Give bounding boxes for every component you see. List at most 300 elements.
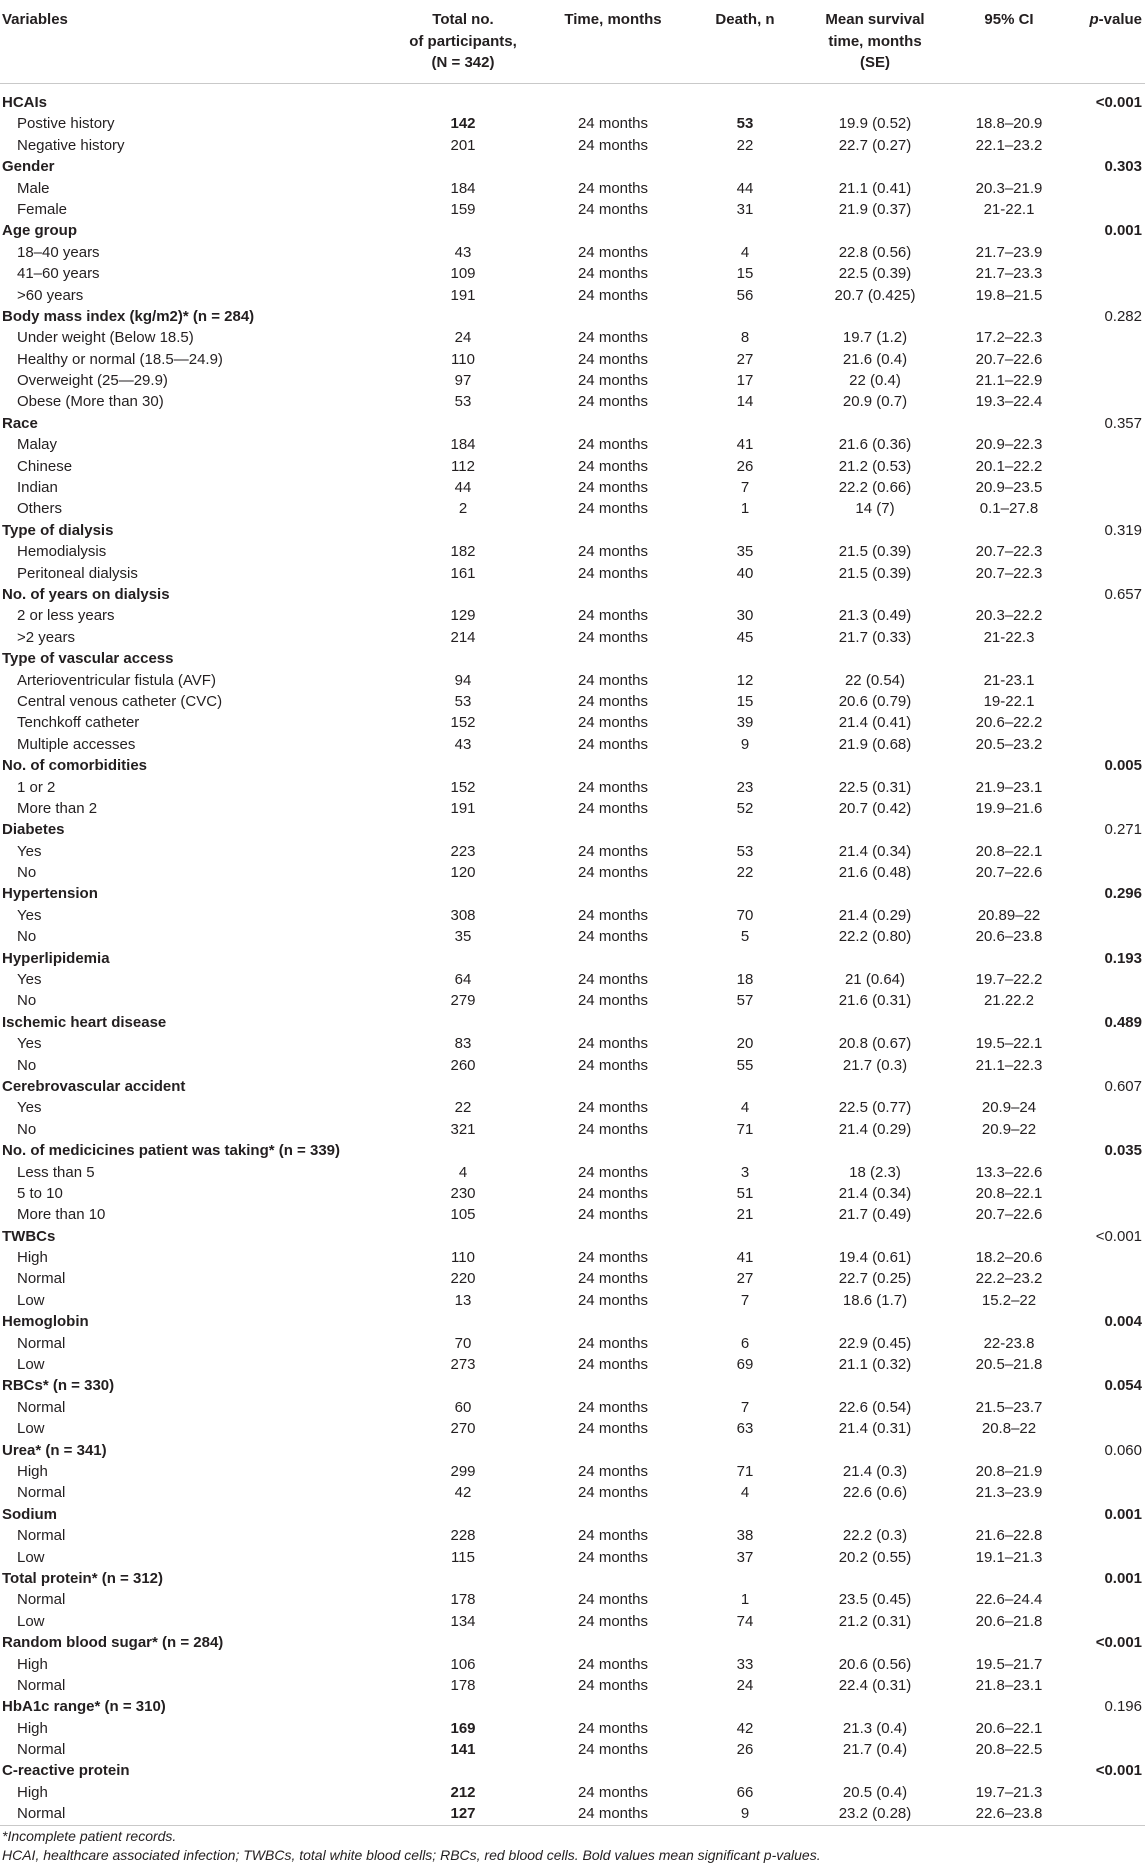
- time-cell: [531, 1632, 695, 1653]
- p-value-cell: [1063, 734, 1145, 755]
- total-cell: [395, 1226, 531, 1247]
- p-value-cell: [1063, 1803, 1145, 1824]
- header-mean-line: (SE): [860, 54, 890, 71]
- time-cell: 24 months: [577, 692, 649, 710]
- death-cell: [695, 1760, 795, 1781]
- p-value-cell: [1063, 1525, 1145, 1546]
- total-cell: 321: [450, 1120, 476, 1138]
- header-mean-survival: [795, 0, 955, 83]
- time-cell: [531, 92, 695, 113]
- table-row: [0, 327, 1145, 348]
- mean-survival-cell: 21.4 (0.29): [838, 1120, 912, 1138]
- total-cell: [395, 156, 531, 177]
- time-cell: 24 months: [577, 1463, 649, 1480]
- time-cell: 24 months: [577, 799, 649, 817]
- time-cell: 24 months: [577, 1270, 649, 1288]
- group-row: [0, 306, 1145, 327]
- p-value-cell: [1063, 648, 1145, 669]
- table-row: [0, 1654, 1145, 1675]
- mean-survival-cell: 21.6 (0.36): [838, 436, 912, 454]
- ci-cell: 22.1–23.2: [975, 136, 1043, 154]
- row-label: Others: [17, 500, 63, 518]
- header-variables: [0, 0, 395, 83]
- row-label: No: [17, 864, 37, 882]
- group-label: Body mass index (kg/m2)* (n = 284): [2, 307, 255, 325]
- row-label: Arterioventricular fistula (AVF): [17, 671, 216, 689]
- ci-cell: 21.3–23.9: [975, 1484, 1043, 1502]
- row-label: High: [17, 1463, 48, 1480]
- total-cell: 308: [450, 906, 476, 924]
- mean-survival-cell: [795, 1311, 955, 1332]
- mean-survival-cell: [795, 1440, 955, 1461]
- death-cell: 41: [736, 436, 754, 454]
- p-value-cell: [1063, 1418, 1145, 1439]
- table-footnotes: [0, 1825, 1145, 1865]
- ci-cell: [955, 1375, 1063, 1396]
- row-label: >60 years: [17, 286, 84, 304]
- ci-cell: 19.5–22.1: [975, 1035, 1043, 1053]
- p-value-cell: [1063, 135, 1145, 156]
- time-cell: 24 months: [577, 607, 649, 625]
- p-value-cell: [1063, 113, 1145, 134]
- row-label: No: [17, 1120, 37, 1138]
- death-cell: 1: [740, 1591, 750, 1609]
- ci-cell: 20.5–23.2: [975, 735, 1043, 753]
- mean-survival-cell: 22.5 (0.77): [838, 1099, 912, 1117]
- total-cell: 13: [454, 1291, 472, 1309]
- mean-survival-cell: 21.6 (0.48): [838, 864, 912, 882]
- p-value-cell: [1063, 285, 1145, 306]
- table-row: [0, 712, 1145, 733]
- p-value-cell: 0.005: [1104, 757, 1142, 775]
- death-cell: 41: [736, 1249, 754, 1267]
- total-cell: [395, 819, 531, 840]
- p-value-cell: [1063, 1290, 1145, 1311]
- time-cell: 24 months: [577, 671, 649, 689]
- p-value-cell: [1063, 926, 1145, 947]
- mean-survival-cell: 22 (0.4): [849, 372, 901, 390]
- time-cell: 24 months: [577, 1291, 649, 1309]
- row-label: Overweight (25—29.9): [17, 372, 168, 390]
- table-row: [0, 113, 1145, 134]
- total-cell: 44: [454, 479, 472, 497]
- row-label: No: [17, 928, 37, 946]
- table-row: [0, 370, 1145, 391]
- total-cell: 230: [450, 1184, 476, 1202]
- p-value-cell: [1063, 1055, 1145, 1076]
- p-value-cell: 0.489: [1104, 1013, 1142, 1031]
- p-value-cell: [1063, 1247, 1145, 1268]
- total-cell: 184: [450, 436, 476, 454]
- death-cell: 22: [736, 864, 754, 882]
- ci-cell: 20.9–22.3: [975, 436, 1043, 454]
- p-value-cell: [1063, 1654, 1145, 1675]
- table-row: [0, 1204, 1145, 1225]
- table-row: [0, 391, 1145, 412]
- death-cell: 71: [736, 1463, 754, 1480]
- mean-survival-cell: 22.5 (0.39): [838, 265, 912, 283]
- total-cell: [395, 92, 531, 113]
- ci-cell: [955, 1568, 1063, 1589]
- time-cell: 24 months: [577, 243, 649, 261]
- header-total: [395, 0, 531, 83]
- p-value-cell: 0.001: [1104, 222, 1142, 240]
- ci-cell: [955, 1504, 1063, 1525]
- row-label: Obese (More than 30): [17, 393, 164, 411]
- ci-cell: 20.7–22.3: [975, 543, 1043, 561]
- mean-survival-cell: 22.6 (0.6): [842, 1484, 908, 1502]
- total-cell: 109: [450, 265, 476, 283]
- p-value-cell: 0.607: [1104, 1077, 1142, 1095]
- mean-survival-cell: [795, 92, 955, 113]
- death-cell: 27: [736, 1270, 754, 1288]
- group-row: [0, 1375, 1145, 1396]
- table-row: [0, 498, 1145, 519]
- row-label: Central venous catheter (CVC): [17, 692, 223, 710]
- time-cell: 24 months: [577, 1249, 649, 1267]
- mean-survival-cell: 22.2 (0.66): [838, 479, 912, 497]
- p-value-cell: [1063, 563, 1145, 584]
- p-value-cell: [1063, 712, 1145, 733]
- time-cell: [531, 520, 695, 541]
- death-cell: [695, 648, 795, 669]
- total-cell: 178: [450, 1591, 476, 1609]
- ci-cell: [955, 92, 1063, 113]
- ci-cell: [955, 520, 1063, 541]
- p-value-cell: 0.296: [1104, 885, 1142, 903]
- table-row: [0, 1675, 1145, 1696]
- death-cell: 21: [736, 1206, 754, 1224]
- p-value-cell: [1063, 605, 1145, 626]
- row-label: Multiple accesses: [17, 735, 136, 753]
- mean-survival-cell: 21.3 (0.49): [838, 607, 912, 625]
- row-label: Low: [17, 1420, 45, 1438]
- total-cell: 97: [454, 372, 472, 390]
- mean-survival-cell: [795, 1076, 955, 1097]
- time-cell: 24 months: [577, 1548, 649, 1566]
- time-cell: 24 months: [577, 714, 649, 732]
- table-row: [0, 1055, 1145, 1076]
- group-label: Diabetes: [2, 821, 65, 839]
- death-cell: [695, 1632, 795, 1653]
- total-cell: 115: [451, 1548, 475, 1566]
- death-cell: 4: [740, 1484, 750, 1502]
- death-cell: [695, 948, 795, 969]
- header-p-rest: -value: [1098, 11, 1142, 28]
- time-cell: 24 months: [577, 350, 649, 368]
- death-cell: [695, 1140, 795, 1161]
- group-label: Age group: [2, 222, 77, 240]
- mean-survival-cell: [795, 156, 955, 177]
- mean-survival-cell: 20.8 (0.67): [838, 1035, 912, 1053]
- table-row: [0, 199, 1145, 220]
- p-value-cell: [1063, 178, 1145, 199]
- group-label: Random blood sugar* (n = 284): [2, 1634, 224, 1652]
- death-cell: [695, 306, 795, 327]
- time-cell: 24 months: [577, 1334, 649, 1352]
- total-cell: [395, 1696, 531, 1717]
- time-cell: 24 months: [577, 971, 649, 989]
- time-cell: 24 months: [577, 1163, 649, 1181]
- ci-cell: 20.3–22.2: [975, 607, 1043, 625]
- header-time: [531, 0, 695, 83]
- p-value-cell: [1063, 1333, 1145, 1354]
- time-cell: [531, 1440, 695, 1461]
- group-label: Type of dialysis: [2, 521, 114, 539]
- time-cell: 24 months: [577, 1484, 649, 1502]
- ci-cell: 20.9–22: [981, 1120, 1037, 1138]
- header-death-label: Death, n: [715, 11, 775, 28]
- mean-survival-cell: 21.4 (0.3): [842, 1463, 908, 1480]
- total-cell: 299: [450, 1463, 476, 1480]
- mean-survival-cell: 21.6 (0.4): [842, 350, 908, 368]
- ci-cell: [955, 948, 1063, 969]
- p-value-cell: 0.001: [1104, 1505, 1142, 1523]
- p-value-cell: 0.035: [1104, 1142, 1142, 1160]
- p-value-cell: <0.001: [1095, 94, 1142, 111]
- death-cell: [695, 1568, 795, 1589]
- table-row: [0, 905, 1145, 926]
- time-cell: 24 months: [577, 842, 649, 860]
- group-label: Hyperlipidemia: [2, 949, 110, 967]
- death-cell: 39: [736, 714, 754, 732]
- total-cell: [395, 883, 531, 904]
- p-value-cell: 0.054: [1104, 1377, 1142, 1395]
- table-row: [0, 1354, 1145, 1375]
- table-row: [0, 841, 1145, 862]
- ci-cell: 22.6–24.4: [975, 1591, 1043, 1609]
- mean-survival-cell: [795, 306, 955, 327]
- death-cell: [695, 1012, 795, 1033]
- total-cell: 152: [450, 714, 476, 732]
- death-cell: 3: [740, 1163, 750, 1181]
- death-cell: 15: [736, 265, 754, 283]
- group-label: Hypertension: [2, 885, 98, 903]
- time-cell: 24 months: [577, 992, 649, 1010]
- header-p-value: [1063, 0, 1145, 83]
- group-row: [0, 755, 1145, 776]
- row-label: Normal: [17, 1270, 66, 1288]
- ci-cell: 21.1–22.9: [975, 372, 1043, 390]
- ci-cell: [955, 1311, 1063, 1332]
- mean-survival-cell: 19.4 (0.61): [838, 1249, 912, 1267]
- table-row: [0, 1418, 1145, 1439]
- time-cell: 24 months: [577, 564, 649, 582]
- ci-cell: 21.7–23.3: [975, 265, 1043, 283]
- total-cell: 94: [454, 671, 472, 689]
- group-label: HbA1c range* (n = 310): [2, 1698, 166, 1716]
- row-label: Healthy or normal (18.5—24.9): [17, 350, 223, 368]
- group-row: [0, 584, 1145, 605]
- p-value-cell: [1063, 1354, 1145, 1375]
- header-mean-line: time, months: [828, 32, 922, 50]
- total-cell: 24: [454, 329, 472, 347]
- total-cell: 64: [454, 971, 472, 989]
- mean-survival-cell: [795, 755, 955, 776]
- table-row: [0, 1183, 1145, 1204]
- row-label: Normal: [17, 1591, 66, 1609]
- mean-survival-cell: 22.2 (0.3): [842, 1527, 908, 1545]
- death-cell: 40: [736, 564, 754, 582]
- ci-cell: [955, 220, 1063, 241]
- group-label: Gender: [2, 158, 55, 176]
- total-cell: [395, 413, 531, 434]
- time-cell: [531, 413, 695, 434]
- time-cell: 24 months: [577, 200, 649, 218]
- p-value-cell: [1063, 349, 1145, 370]
- group-row: [0, 220, 1145, 241]
- time-cell: [531, 819, 695, 840]
- death-cell: 7: [740, 479, 750, 497]
- row-label: 18–40 years: [17, 243, 100, 261]
- row-label: Low: [17, 1548, 45, 1566]
- table-row: [0, 1718, 1145, 1739]
- header-ci: [955, 0, 1063, 83]
- ci-cell: 22-23.8: [983, 1334, 1035, 1352]
- p-value-cell: [1063, 905, 1145, 926]
- table-row: [0, 1097, 1145, 1118]
- mean-survival-cell: 22 (0.54): [844, 671, 906, 689]
- row-label: Normal: [17, 1484, 66, 1502]
- row-label: Yes: [17, 842, 42, 860]
- p-value-cell: [1063, 1162, 1145, 1183]
- total-cell: [395, 1632, 531, 1653]
- mean-survival-cell: [795, 413, 955, 434]
- death-cell: [695, 156, 795, 177]
- table-row: [0, 1162, 1145, 1183]
- table-row: [0, 434, 1145, 455]
- table-row: [0, 798, 1145, 819]
- death-cell: 57: [736, 992, 754, 1010]
- table-row: [0, 135, 1145, 156]
- total-cell: 129: [450, 607, 476, 625]
- table-row: [0, 1333, 1145, 1354]
- mean-survival-cell: 21.4 (0.34): [838, 1184, 912, 1202]
- p-value-cell: [1063, 1718, 1145, 1739]
- footnote: *Incomplete patient records.: [2, 1827, 177, 1844]
- header-p-value-label: [1063, 9, 1142, 31]
- total-cell: [395, 755, 531, 776]
- mean-survival-cell: [795, 584, 955, 605]
- time-cell: [531, 1311, 695, 1332]
- mean-survival-cell: 19.7 (1.2): [842, 329, 908, 347]
- group-label: Race: [2, 414, 38, 432]
- death-cell: 53: [736, 842, 754, 860]
- p-value-cell: [1063, 477, 1145, 498]
- p-value-cell: 0.001: [1104, 1569, 1142, 1587]
- total-cell: 182: [450, 543, 476, 561]
- total-cell: 105: [450, 1206, 476, 1224]
- table-row: [0, 1482, 1145, 1503]
- time-cell: 24 months: [577, 1805, 649, 1823]
- time-cell: [531, 1076, 695, 1097]
- total-cell: 2: [458, 500, 468, 518]
- group-row: [0, 1012, 1145, 1033]
- group-row: [0, 1311, 1145, 1332]
- total-cell: 270: [450, 1420, 476, 1438]
- row-label: Normal: [17, 1805, 66, 1823]
- total-cell: 220: [450, 1270, 476, 1288]
- group-label: No. of medicicines patient was taking* (n = 339): [2, 1142, 341, 1160]
- row-label: 2 or less years: [17, 607, 115, 625]
- group-row: [0, 1440, 1145, 1461]
- mean-survival-cell: 21.4 (0.31): [838, 1420, 912, 1438]
- death-cell: 9: [740, 735, 750, 753]
- mean-survival-cell: 21.7 (0.4): [842, 1741, 908, 1759]
- row-label: Yes: [17, 906, 42, 924]
- ci-cell: 21-22.3: [983, 628, 1035, 646]
- time-cell: 24 months: [577, 628, 649, 646]
- table-row: [0, 1525, 1145, 1546]
- row-label: Normal: [17, 1527, 66, 1545]
- total-cell: 178: [450, 1676, 476, 1694]
- death-cell: [695, 1696, 795, 1717]
- mean-survival-cell: 21.6 (0.31): [838, 992, 912, 1010]
- p-value-cell: [1063, 1033, 1145, 1054]
- mean-survival-cell: [795, 648, 955, 669]
- group-label: TWBCs: [2, 1227, 56, 1245]
- row-label: Under weight (Below 18.5): [17, 329, 194, 347]
- mean-survival-cell: 20.7 (0.425): [834, 286, 916, 304]
- row-label: Yes: [17, 1099, 42, 1117]
- row-label: Malay: [17, 436, 58, 454]
- time-cell: 24 months: [577, 1398, 649, 1416]
- table-body: [0, 92, 1145, 1825]
- p-value-cell: [1063, 1183, 1145, 1204]
- mean-survival-cell: 20.5 (0.4): [842, 1783, 908, 1801]
- p-value-cell: [1063, 627, 1145, 648]
- time-cell: [531, 156, 695, 177]
- p-value-cell: 0.271: [1104, 821, 1142, 839]
- p-value-cell: 0.196: [1104, 1698, 1142, 1716]
- death-cell: [695, 819, 795, 840]
- total-cell: 228: [450, 1527, 476, 1545]
- death-cell: 7: [740, 1291, 750, 1309]
- header-variables-label: Variables: [2, 11, 68, 28]
- mean-survival-cell: 21.9 (0.37): [838, 200, 912, 218]
- time-cell: 24 months: [577, 1527, 649, 1545]
- ci-cell: 21.1–22.3: [975, 1056, 1043, 1074]
- row-label: No: [17, 1056, 37, 1074]
- row-label: Normal: [17, 1398, 66, 1416]
- mean-survival-cell: 21 (0.64): [844, 971, 906, 989]
- group-row: [0, 156, 1145, 177]
- death-cell: 9: [740, 1805, 750, 1823]
- header-mean-line: Mean survival: [825, 11, 925, 28]
- p-value-cell: [1063, 1739, 1145, 1760]
- p-value-cell: [1063, 1482, 1145, 1503]
- ci-cell: [955, 413, 1063, 434]
- header-total-line: of participants,: [409, 32, 517, 50]
- mean-survival-cell: [795, 1504, 955, 1525]
- time-cell: 24 months: [577, 329, 649, 347]
- table-row: [0, 777, 1145, 798]
- p-value-cell: [1063, 862, 1145, 883]
- mean-survival-cell: [795, 883, 955, 904]
- table-row: [0, 477, 1145, 498]
- mean-survival-cell: 21.2 (0.31): [838, 1612, 912, 1630]
- row-label: Yes: [17, 1035, 42, 1053]
- group-row: [0, 883, 1145, 904]
- mean-survival-cell: 21.7 (0.33): [838, 628, 912, 646]
- time-cell: 24 months: [577, 179, 649, 197]
- table-row: [0, 990, 1145, 1011]
- ci-cell: [955, 1012, 1063, 1033]
- death-cell: 52: [736, 799, 754, 817]
- death-cell: 45: [736, 628, 754, 646]
- time-cell: 24 months: [577, 1591, 649, 1609]
- row-label: 5 to 10: [17, 1184, 63, 1202]
